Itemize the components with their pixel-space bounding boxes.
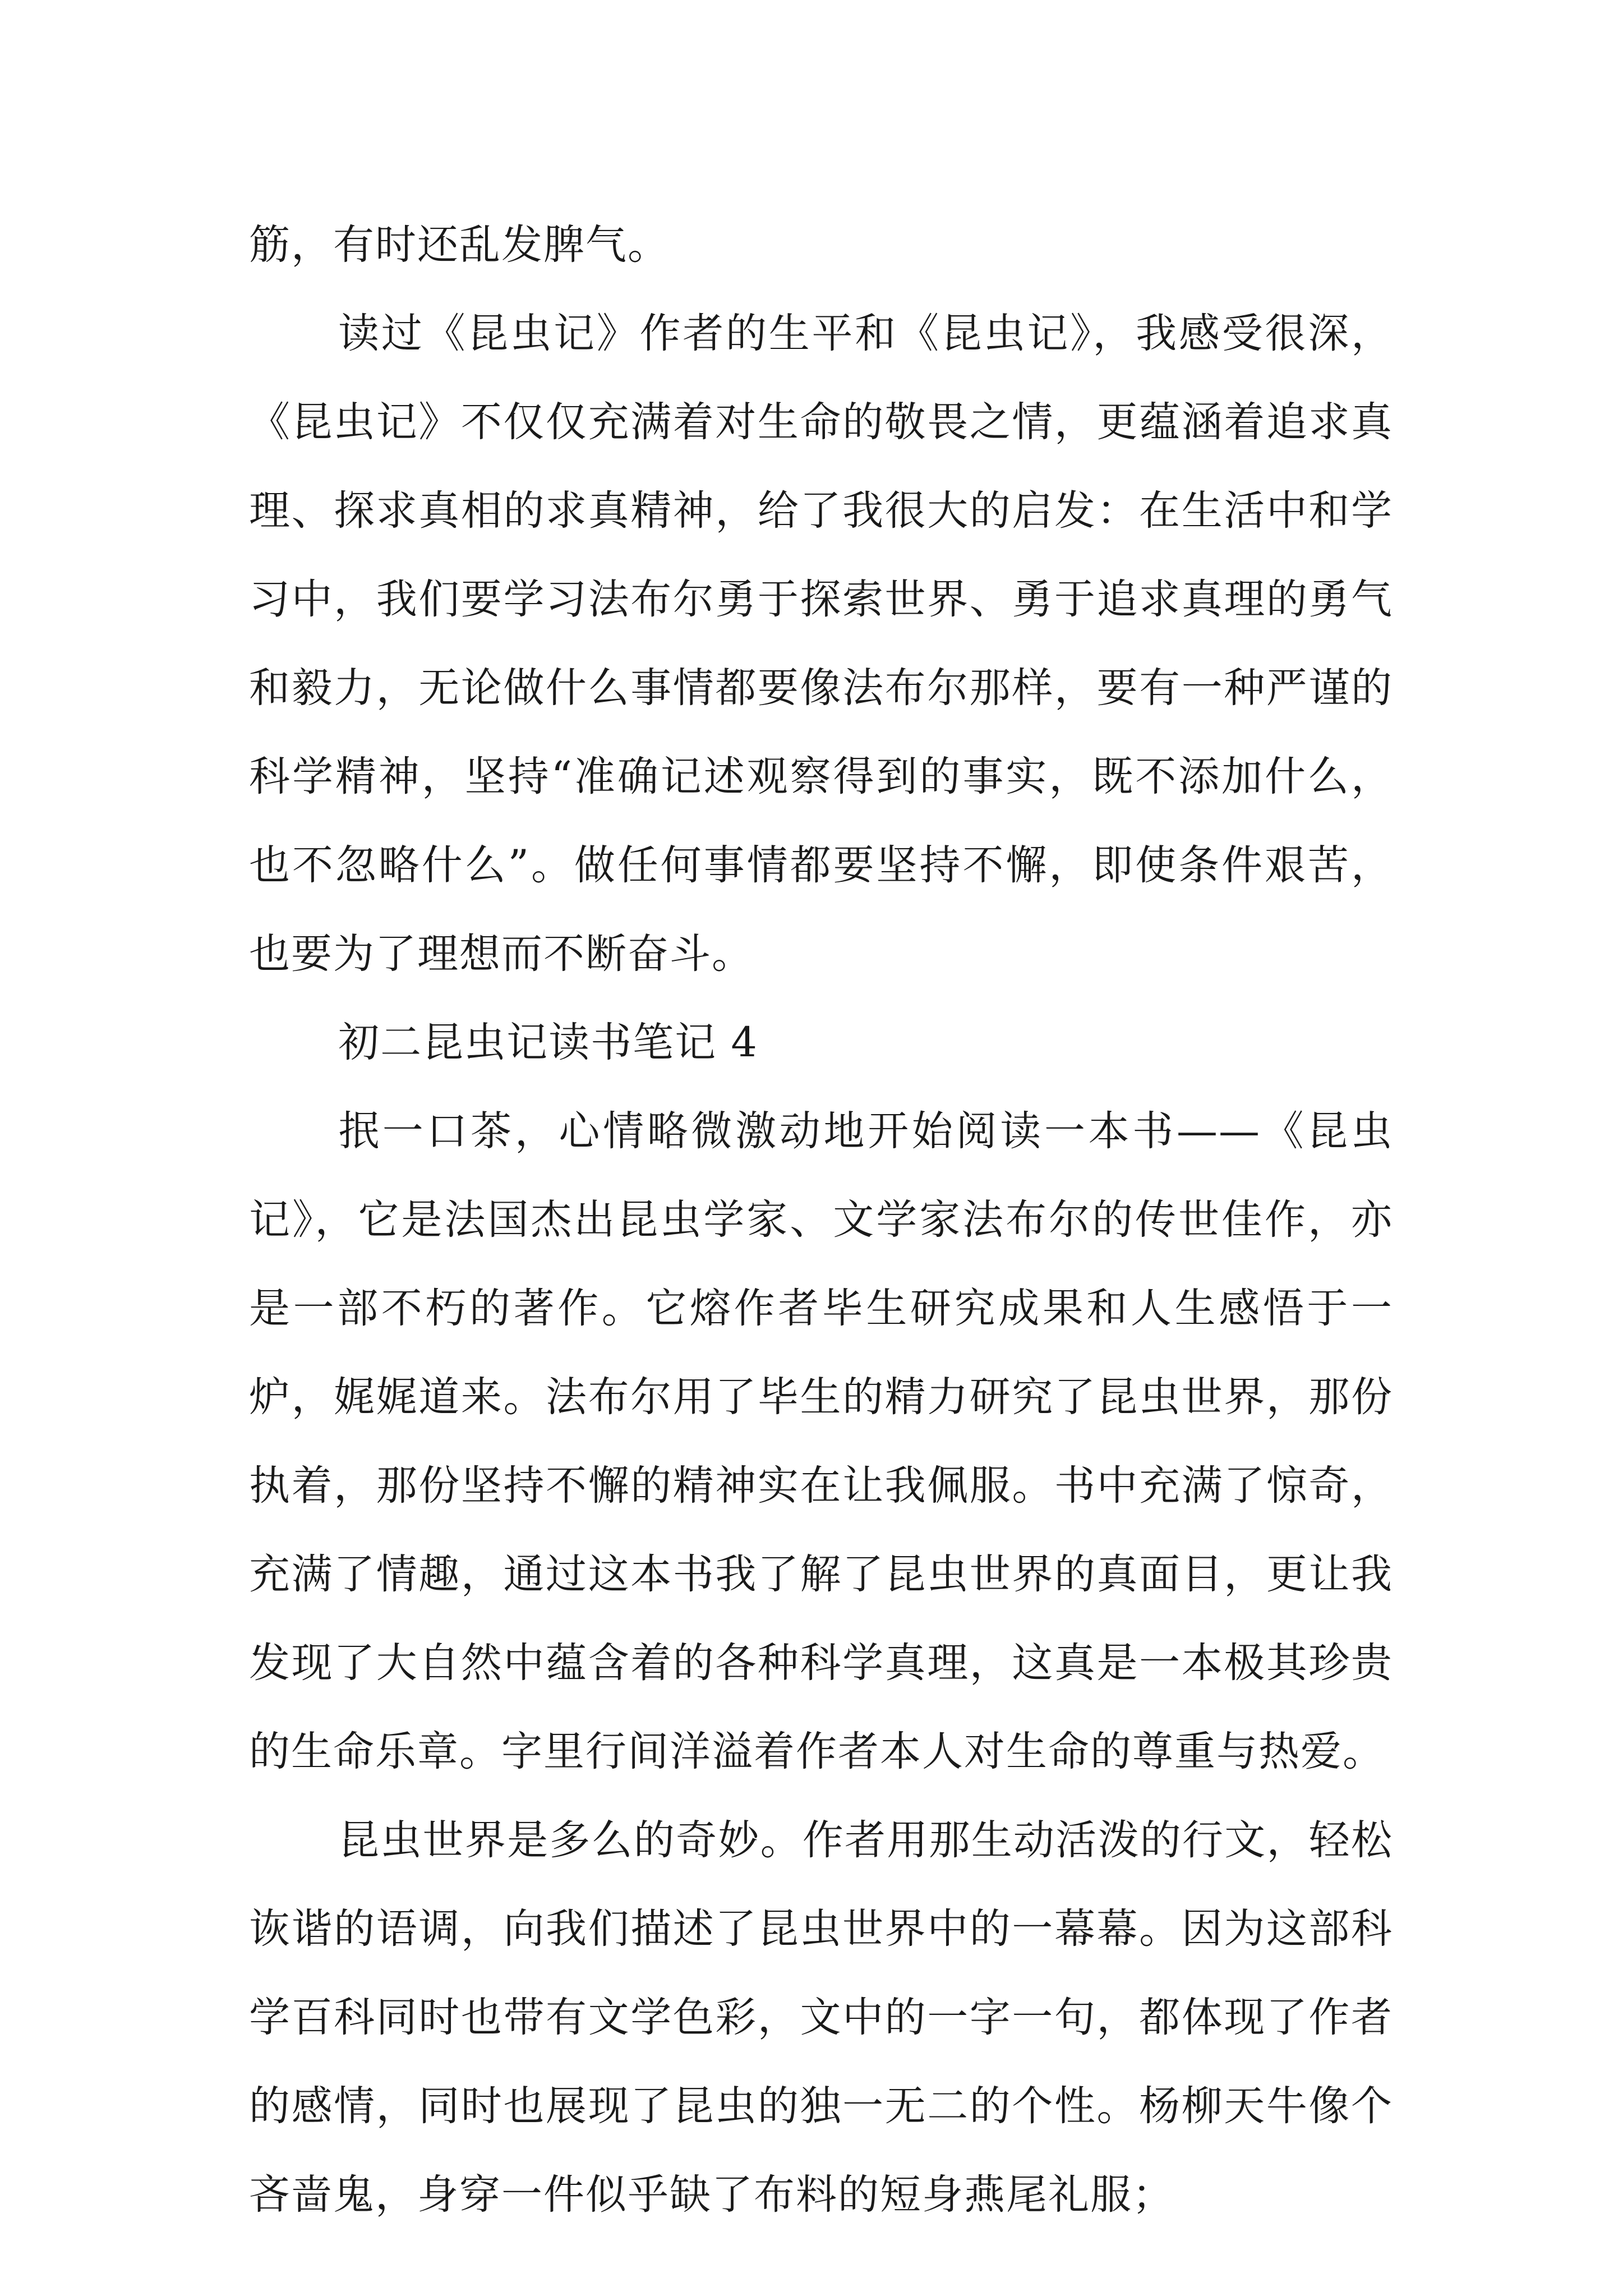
paragraph-reflection: 读过《昆虫记》作者的生平和《昆虫记》，我感受很深，《昆虫记》不仅仅充满着对生命的敬畏之情，更蕴涵着追求真理、探求真相的求真精神，给了我很大的启发：在生活中和学习中，我们要学习法布尔勇于探索世界、勇于追求真理的勇气和毅力，无论做什么事情都要像法布尔那样，要有一种严谨的科学精神，坚持“准确记述观察得到的事实，既不添加什么，也不忽略什么”。做任何事情都要坚持不懈，即使条件艰苦，也要为了理想而不断奋斗。	[249, 310, 1393, 978]
paragraph-intro: 抿一口茶，心情略微激动地开始阅读一本书——《昆虫记》，它是法国杰出昆虫学家、文学家法布尔的传世佳作，亦是一部不朽的著作。它熔作者毕生研究成果和人生感悟于一炉，娓娓道来。法布尔用了毕生的精力研究了昆虫世界，那份执着，那份坚持不懈的精神实在让我佩服。书中充满了惊奇，充满了情趣，通过这本书我了解了昆虫世界的真面目，更让我发现了大自然中蕴含着的各种科学真理，这真是一本极其珍贵的生命乐章。字里行间洋溢着作者本人对生命的尊重与热爱。	[249, 1107, 1393, 1775]
paragraph-continuation: 筋，有时还乱发脾气。	[249, 221, 670, 269]
document-body	[249, 201, 1393, 2239]
paragraph-insect-world: 昆虫世界是多么的奇妙。作者用那生动活泼的行文，轻松诙谐的语调，向我们描述了昆虫世界中的一幕幕。因为这部科学百科同时也带有文学色彩，文中的一字一句，都体现了作者的感情，同时也展现了昆虫的独一无二的个性。杨柳天牛像个吝啬鬼，身穿一件似乎缺了布料的短身燕尾礼服；	[249, 1816, 1393, 2219]
section-heading: 初二昆虫记读书笔记 4	[338, 1019, 758, 1066]
